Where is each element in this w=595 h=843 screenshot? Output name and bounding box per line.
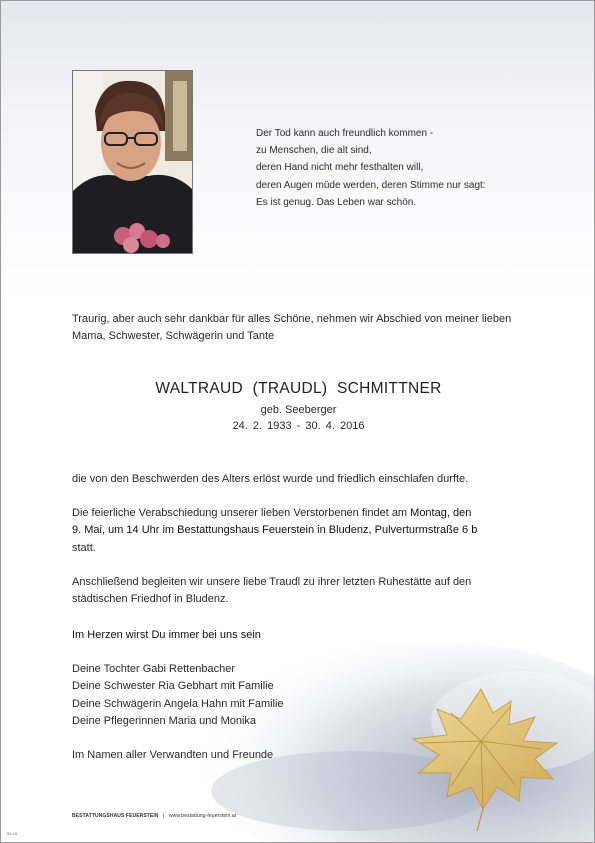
footer-url[interactable]: www.bestattung-feuerstein.at (168, 813, 237, 819)
poem (256, 125, 486, 211)
mourner-line: Deine Pflegerinnen Maria und Monika (72, 714, 257, 727)
print-code: 02 19 (7, 831, 18, 836)
poem-line: deren Augen müde werden, deren Stimme nur sagt: (256, 179, 486, 191)
service-date: Montag, den (410, 507, 472, 519)
service-text: Die feierliche Verabschiedung unserer lieben Verstorbenen findet am (72, 507, 411, 519)
footer-separator: | (163, 813, 165, 819)
portrait-photo (72, 70, 193, 254)
footer-firm: BESTATTUNGSHAUS FEUERSTEIN (72, 813, 159, 819)
deceased-name: WALTRAUD (TRAUDL) SCHMITTNER (155, 380, 442, 397)
closing-text: Im Namen aller Verwandten und Freunde (72, 749, 274, 761)
burial-line: städtischen Friedhof in Bludenz. (72, 593, 229, 606)
poem-line: Der Tod kann auch freundlich kommen - (256, 128, 434, 139)
service-time-place: 9. Mai, um 14 Uhr im Bestattungshaus Feuerstein in Bludenz, Pulverturmstraße 6 b (72, 524, 478, 537)
service-end: statt. (72, 541, 96, 554)
poem-line: zu Menschen, die alt sind, (256, 145, 372, 157)
motto: Im Herzen wirst Du immer bei uns sein (72, 629, 261, 641)
footer (72, 813, 236, 819)
poem-line: deren Hand nicht mehr festhalten will, (256, 162, 424, 174)
birth-name: geb. Seeberger (260, 404, 337, 416)
passing-text: die von den Beschwerden des Alters erlöst wurde und friedlich einschlafen durfte. (72, 473, 469, 485)
intro-text: Traurig, aber auch sehr dankbar für alles Schöne, nehmen wir Abschied von meiner lieben Mama, Schwester, Schwägerin und Tante (72, 313, 512, 342)
service-info (72, 505, 532, 557)
poem-line: Es ist genug. Das Leben war schön. (256, 196, 417, 208)
mourners-list (72, 661, 532, 730)
life-dates: 24. 2. 1933 - 30. 4. 2016 (232, 420, 365, 432)
burial-info (72, 574, 532, 609)
mourner-line: Deine Schwägerin Angela Hahn mit Familie (72, 697, 284, 710)
mourner-line: Deine Tochter Gabi Rettenbacher (72, 663, 236, 675)
mourner-line: Deine Schwester Ria Gebhart mit Familie (72, 680, 274, 693)
burial-line: Anschließend begleiten wir unsere liebe Traudl zu ihrer letzten Ruhestätte auf den (72, 576, 472, 588)
portrait-image (73, 71, 192, 253)
